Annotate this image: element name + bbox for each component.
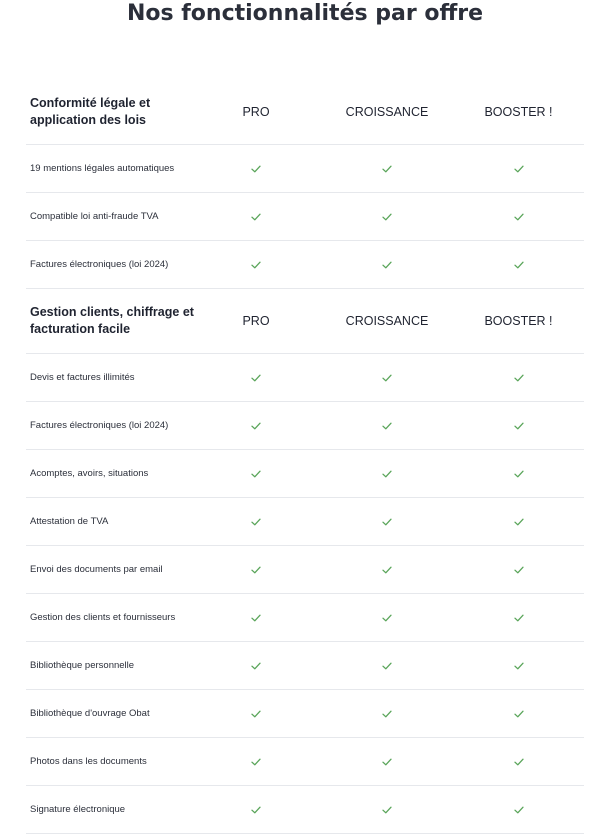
feature-cell-croissance bbox=[311, 470, 463, 478]
feature-cell-booster bbox=[463, 566, 574, 574]
check-icon bbox=[251, 422, 261, 430]
feature-cell-booster bbox=[463, 710, 574, 718]
section-rows-gestion bbox=[26, 354, 584, 834]
feature-cell-pro bbox=[201, 213, 311, 221]
feature-label: Acomptes, avoirs, situations bbox=[30, 468, 149, 479]
table-row bbox=[26, 402, 584, 450]
check-icon bbox=[251, 518, 261, 526]
feature-cell-pro bbox=[201, 758, 311, 766]
feature-label: Bibliothèque personnelle bbox=[30, 660, 135, 671]
feature-label: 19 mentions légales automatiques bbox=[30, 163, 175, 174]
table-row bbox=[26, 498, 584, 546]
check-icon bbox=[382, 710, 392, 718]
table-row bbox=[26, 241, 584, 289]
table-row bbox=[26, 642, 584, 690]
section-header-gestion bbox=[26, 289, 584, 354]
table-row bbox=[26, 546, 584, 594]
check-icon bbox=[251, 806, 261, 814]
check-icon bbox=[514, 374, 524, 382]
features-table bbox=[26, 80, 584, 834]
feature-cell-croissance bbox=[311, 614, 463, 622]
check-icon bbox=[382, 662, 392, 670]
check-icon bbox=[382, 165, 392, 173]
plan-header-croissance: CROISSANCE bbox=[345, 314, 429, 328]
check-icon bbox=[382, 806, 392, 814]
feature-cell-pro bbox=[201, 261, 311, 269]
feature-label: Gestion des clients et fournisseurs bbox=[30, 612, 176, 623]
feature-cell-booster bbox=[463, 374, 574, 382]
feature-label: Factures électroniques (loi 2024) bbox=[30, 259, 169, 270]
check-icon bbox=[514, 806, 524, 814]
feature-cell-booster bbox=[463, 422, 574, 430]
table-row bbox=[26, 690, 584, 738]
check-icon bbox=[382, 614, 392, 622]
check-icon bbox=[382, 261, 392, 269]
feature-cell-croissance bbox=[311, 374, 463, 382]
plan-header-pro: PRO bbox=[242, 105, 270, 119]
check-icon bbox=[382, 374, 392, 382]
feature-cell-croissance bbox=[311, 710, 463, 718]
check-icon bbox=[251, 213, 261, 221]
check-icon bbox=[251, 614, 261, 622]
feature-label: Signature électronique bbox=[30, 804, 126, 815]
feature-cell-pro bbox=[201, 518, 311, 526]
feature-cell-croissance bbox=[311, 566, 463, 574]
page-title: Nos fonctionnalités par offre bbox=[126, 1, 484, 26]
feature-cell-booster bbox=[463, 470, 574, 478]
check-icon bbox=[514, 261, 524, 269]
feature-cell-pro bbox=[201, 422, 311, 430]
section-header-conformite bbox=[26, 80, 584, 145]
feature-cell-pro bbox=[201, 662, 311, 670]
check-icon bbox=[514, 662, 524, 670]
feature-label: Factures électroniques (loi 2024) bbox=[30, 420, 169, 431]
feature-label: Bibliothèque d'ouvrage Obat bbox=[30, 708, 150, 719]
feature-cell-croissance bbox=[311, 165, 463, 173]
section-title: Gestion clients, chiffrage et facturation facile bbox=[30, 305, 194, 336]
check-icon bbox=[251, 758, 261, 766]
table-row bbox=[26, 354, 584, 402]
table-row bbox=[26, 193, 584, 241]
check-icon bbox=[251, 374, 261, 382]
plan-header-pro: PRO bbox=[242, 314, 270, 328]
feature-cell-pro bbox=[201, 165, 311, 173]
check-icon bbox=[382, 470, 392, 478]
feature-cell-pro bbox=[201, 614, 311, 622]
check-icon bbox=[514, 213, 524, 221]
check-icon bbox=[251, 710, 261, 718]
check-icon bbox=[251, 662, 261, 670]
check-icon bbox=[251, 470, 261, 478]
feature-cell-pro bbox=[201, 470, 311, 478]
section-rows-conformite bbox=[26, 145, 584, 289]
check-icon bbox=[251, 261, 261, 269]
feature-label: Compatible loi anti-fraude TVA bbox=[30, 211, 159, 222]
feature-cell-croissance bbox=[311, 422, 463, 430]
feature-cell-booster bbox=[463, 614, 574, 622]
feature-cell-pro bbox=[201, 374, 311, 382]
feature-cell-croissance bbox=[311, 518, 463, 526]
feature-cell-booster bbox=[463, 261, 574, 269]
table-row bbox=[26, 786, 584, 834]
check-icon bbox=[514, 758, 524, 766]
feature-label: Devis et factures illimités bbox=[30, 372, 135, 383]
feature-label: Envoi des documents par email bbox=[30, 564, 163, 575]
check-icon bbox=[514, 566, 524, 574]
table-row bbox=[26, 594, 584, 642]
check-icon bbox=[251, 165, 261, 173]
feature-label: Attestation de TVA bbox=[30, 516, 109, 527]
check-icon bbox=[514, 518, 524, 526]
check-icon bbox=[514, 165, 524, 173]
feature-cell-booster bbox=[463, 662, 574, 670]
feature-cell-pro bbox=[201, 806, 311, 814]
check-icon bbox=[382, 758, 392, 766]
feature-cell-croissance bbox=[311, 806, 463, 814]
plan-header-croissance: CROISSANCE bbox=[345, 105, 429, 119]
feature-cell-booster bbox=[463, 758, 574, 766]
feature-cell-booster bbox=[463, 213, 574, 221]
check-icon bbox=[382, 422, 392, 430]
table-row bbox=[26, 145, 584, 193]
feature-cell-booster bbox=[463, 806, 574, 814]
check-icon bbox=[382, 566, 392, 574]
check-icon bbox=[514, 470, 524, 478]
check-icon bbox=[251, 566, 261, 574]
check-icon bbox=[382, 213, 392, 221]
plan-header-booster: BOOSTER ! bbox=[484, 314, 553, 328]
feature-cell-pro bbox=[201, 566, 311, 574]
feature-cell-croissance bbox=[311, 261, 463, 269]
feature-cell-booster bbox=[463, 518, 574, 526]
check-icon bbox=[382, 518, 392, 526]
feature-label: Photos dans les documents bbox=[30, 756, 147, 767]
feature-cell-booster bbox=[463, 165, 574, 173]
plan-header-booster: BOOSTER ! bbox=[484, 105, 553, 119]
feature-cell-pro bbox=[201, 710, 311, 718]
feature-cell-croissance bbox=[311, 662, 463, 670]
section-title: Conformité légale et application des lois bbox=[30, 96, 151, 127]
check-icon bbox=[514, 710, 524, 718]
feature-cell-croissance bbox=[311, 758, 463, 766]
check-icon bbox=[514, 614, 524, 622]
check-icon bbox=[514, 422, 524, 430]
table-row bbox=[26, 450, 584, 498]
table-row bbox=[26, 738, 584, 786]
feature-cell-croissance bbox=[311, 213, 463, 221]
